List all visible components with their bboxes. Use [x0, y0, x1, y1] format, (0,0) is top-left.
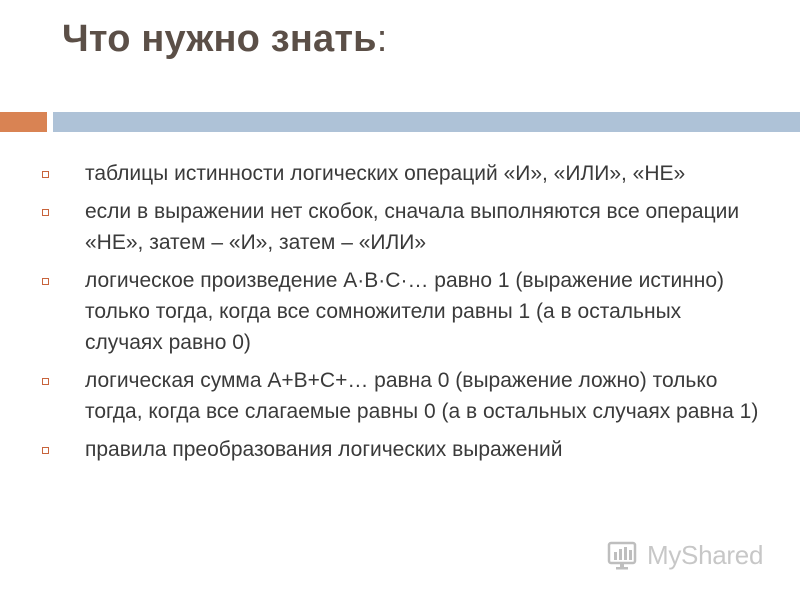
list-item — [42, 365, 762, 427]
slide-title — [62, 18, 388, 61]
myshared-logo-icon — [607, 538, 641, 572]
list-item — [42, 196, 762, 258]
bullet-list — [42, 158, 762, 472]
bullet-text: логическое произведение A·B·C·… равно 1 (выражение истинно) только тогда, когда все сомножители равны 1 (а в остальных случаях равно 0) — [85, 269, 725, 354]
list-item — [42, 434, 762, 465]
bullet-text: если в выражении нет скобок, сначала выполняются все операции «НЕ», затем – «И», затем – «ИЛИ» — [85, 200, 740, 254]
square-bullet-icon — [42, 209, 49, 216]
square-bullet-icon — [42, 447, 49, 454]
list-item — [42, 158, 762, 189]
slide-title-colon: : — [376, 18, 388, 60]
watermark-text: MyShared — [647, 539, 764, 570]
square-bullet-icon — [42, 378, 49, 385]
square-bullet-icon — [42, 171, 49, 178]
bullet-text: таблицы истинности логических операций «И», «ИЛИ», «НЕ» — [85, 162, 686, 185]
bullet-text: правила преобразования логических выражений — [85, 438, 563, 461]
bullet-text: логическая сумма A+B+C+… равна 0 (выражение ложно) только тогда, когда все слагаемые равны 0 (а в остальных случаях равна 1) — [85, 369, 759, 423]
title-divider-bar — [53, 112, 800, 132]
title-divider-accent — [0, 112, 47, 132]
slide-title-text: Что нужно знать — [62, 18, 377, 60]
watermark — [607, 538, 763, 572]
list-item — [42, 265, 762, 358]
square-bullet-icon — [42, 278, 49, 285]
